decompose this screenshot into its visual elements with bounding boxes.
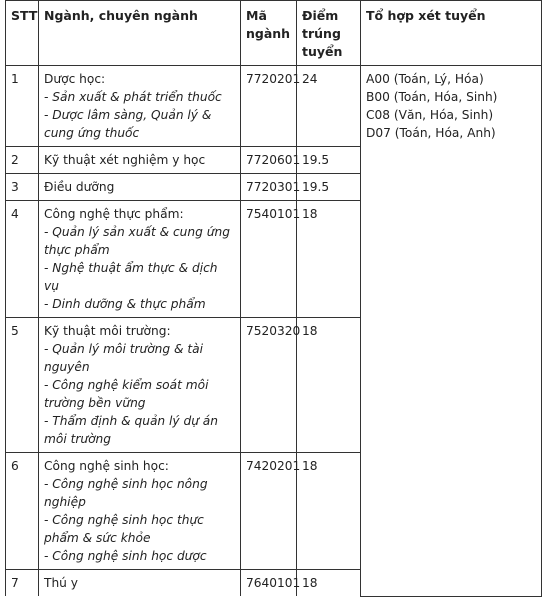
major-name: Kỹ thuật môi trường: xyxy=(44,324,171,338)
cell-major xyxy=(39,147,241,174)
cell-stt: 7 xyxy=(6,570,39,597)
combo-item: D07 (Toán, Hóa, Anh) xyxy=(366,126,496,140)
cell-major xyxy=(39,318,241,453)
header-combo: Tổ hợp xét tuyển xyxy=(361,1,542,66)
specialization-item: - Quản lý sản xuất & cung ứng thực phẩm xyxy=(44,225,230,257)
combo-item: C08 (Văn, Hóa, Sinh) xyxy=(366,108,494,122)
header-major: Ngành, chuyên ngành xyxy=(39,1,241,66)
specialization-item: - Dược lâm sàng, Quản lý & cung ứng thuốc xyxy=(44,108,212,140)
specialization-item: - Công nghệ kiểm soát môi trường bền vững xyxy=(44,378,209,410)
cell-score: 19.5 xyxy=(297,174,361,201)
cell-major xyxy=(39,570,241,597)
cell-stt: 4 xyxy=(6,201,39,318)
combo-item: A00 (Toán, Lý, Hóa) xyxy=(366,72,484,86)
cell-code: 7640101 xyxy=(241,570,297,597)
cell-score: 18 xyxy=(297,570,361,597)
cell-score: 18 xyxy=(297,453,361,570)
cell-stt: 5 xyxy=(6,318,39,453)
specialization-item: - Công nghệ sinh học thực phẩm & sức khỏe xyxy=(44,513,204,545)
cell-stt: 1 xyxy=(6,66,39,147)
cell-score: 18 xyxy=(297,201,361,318)
table-body xyxy=(6,66,542,597)
cell-stt: 6 xyxy=(6,453,39,570)
major-name: Thú y xyxy=(44,576,78,590)
cell-score: 18 xyxy=(297,318,361,453)
cell-code: 7420201 xyxy=(241,453,297,570)
specialization-item: - Thẩm định & quản lý dự án môi trường xyxy=(44,414,219,446)
specialization-item: - Công nghệ sinh học nông nghiệp xyxy=(44,477,208,509)
specialization-item: - Nghệ thuật ẩm thực & dịch vụ xyxy=(44,261,218,293)
specialization-item: - Quản lý môi trường & tài nguyên xyxy=(44,342,204,374)
major-name: Kỹ thuật xét nghiệm y học xyxy=(44,153,206,167)
cell-major xyxy=(39,201,241,318)
specialization-item: - Sản xuất & phát triển thuốc xyxy=(44,90,222,104)
cell-major xyxy=(39,66,241,147)
table-header-row xyxy=(6,1,542,66)
major-name: Điều dưỡng xyxy=(44,180,115,194)
cell-code: 7720301 xyxy=(241,174,297,201)
cell-code: 7520320 xyxy=(241,318,297,453)
cell-major xyxy=(39,174,241,201)
cell-major xyxy=(39,453,241,570)
major-name: Công nghệ sinh học: xyxy=(44,459,169,473)
major-name: Công nghệ thực phẩm: xyxy=(44,207,184,221)
combo-item: B00 (Toán, Hóa, Sinh) xyxy=(366,90,498,104)
cell-combo xyxy=(361,66,542,597)
cell-stt: 2 xyxy=(6,147,39,174)
major-name: Dược học: xyxy=(44,72,106,86)
cell-code: 7540101 xyxy=(241,201,297,318)
admission-scores-table xyxy=(5,0,542,597)
header-score: Điểm trúng tuyển xyxy=(297,1,361,66)
specialization-item: - Dinh dưỡng & thực phẩm xyxy=(44,297,206,311)
table-row xyxy=(6,66,542,147)
header-stt: STT xyxy=(6,1,39,66)
header-code: Mã ngành xyxy=(241,1,297,66)
cell-score: 19.5 xyxy=(297,147,361,174)
cell-score: 24 xyxy=(297,66,361,147)
specialization-item: - Công nghệ sinh học dược xyxy=(44,549,207,563)
cell-code: 7720201 xyxy=(241,66,297,147)
cell-code: 7720601 xyxy=(241,147,297,174)
cell-stt: 3 xyxy=(6,174,39,201)
